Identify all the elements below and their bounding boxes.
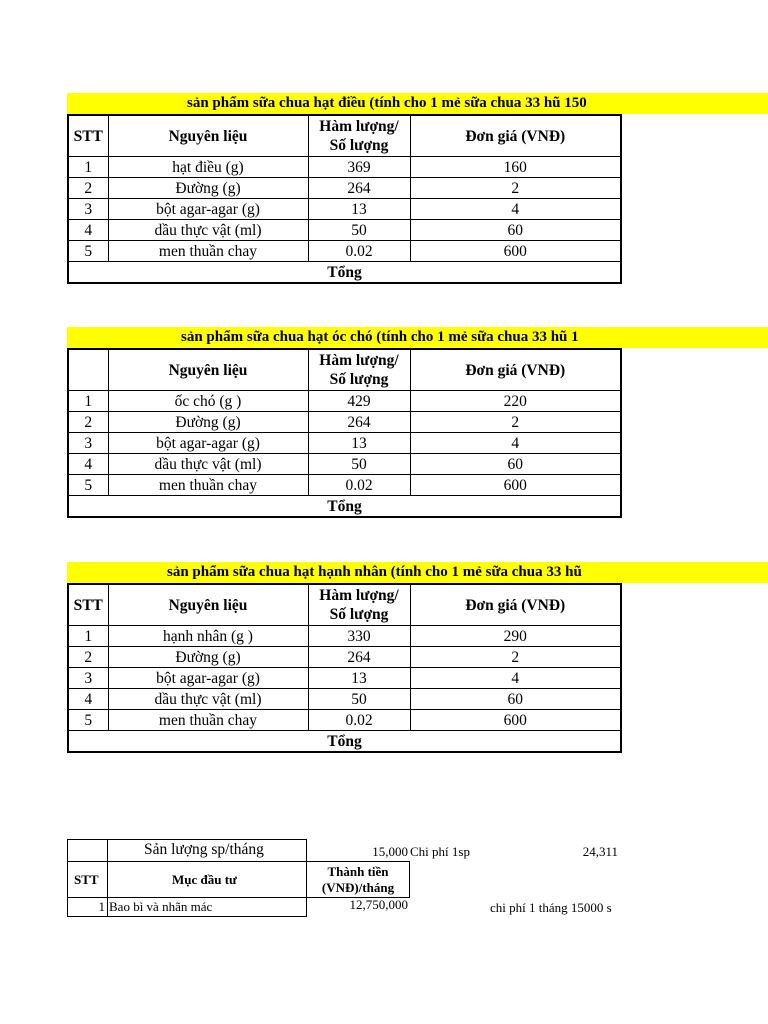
header-quantity-line1: Hàm lượng/	[319, 587, 399, 604]
header-quantity-line2: Số lượng	[329, 137, 389, 154]
header-stt	[68, 349, 108, 391]
cell-ingredient: men thuần chay	[108, 475, 308, 496]
cell-ingredient: dầu thực vật (ml)	[108, 454, 308, 475]
row1-stt: 1	[98, 899, 105, 914]
cell-ingredient: dầu thực vật (ml)	[108, 689, 308, 710]
cell-quantity: 50	[308, 220, 410, 241]
table-total-row	[68, 496, 621, 518]
total-label: Tổng	[68, 262, 621, 284]
header-unit-price: Đơn giá (VNĐ)	[410, 115, 621, 157]
header-stt: STT	[68, 115, 108, 157]
cell-ingredient: Đường (g)	[108, 178, 308, 199]
table-row	[68, 412, 621, 433]
cell-quantity: 0.02	[308, 710, 410, 731]
table-row	[68, 454, 621, 475]
cell-quantity: 330	[308, 626, 410, 647]
cell-stt: 5	[68, 710, 108, 731]
row1-item: Bao bì và nhãn mác	[109, 899, 213, 914]
item-header: Mục đầu tư	[172, 872, 237, 887]
ingredient-table	[67, 348, 622, 518]
cell-unit-price: 600	[410, 475, 621, 496]
cell-unit-price: 2	[410, 178, 621, 199]
stt-header: STT	[74, 872, 99, 887]
stt-header-cell	[67, 861, 108, 898]
table-title-banner	[67, 327, 768, 348]
cell-stt: 5	[68, 241, 108, 262]
cell-quantity: 0.02	[308, 241, 410, 262]
investment-section	[67, 839, 768, 919]
cell-unit-price: 60	[410, 689, 621, 710]
table-row	[68, 475, 621, 496]
table-title-banner	[67, 93, 768, 114]
table-row	[68, 220, 621, 241]
cell-unit-price: 4	[410, 668, 621, 689]
cell-unit-price: 290	[410, 626, 621, 647]
row1-amount: 12,750,000	[349, 897, 408, 912]
header-quantity	[308, 584, 410, 626]
cell-unit-price: 2	[410, 412, 621, 433]
header-quantity-line1: Hàm lượng/	[319, 118, 399, 135]
cell-quantity: 50	[308, 454, 410, 475]
cell-stt: 4	[68, 220, 108, 241]
cell-stt: 5	[68, 475, 108, 496]
table-title: sản phẩm sữa chua hạt hạnh nhân (tính cho 1 mẻ sữa chua 33 hũ	[167, 564, 582, 580]
header-quantity-line2: Số lượng	[329, 371, 389, 388]
output-value: 15,000	[372, 844, 408, 859]
cell-quantity: 369	[308, 157, 410, 178]
cell-ingredient: hạnh nhân (g )	[108, 626, 308, 647]
cell-unit-price: 60	[410, 220, 621, 241]
cell-ingredient: bột agar-agar (g)	[108, 199, 308, 220]
cell-unit-price: 2	[410, 647, 621, 668]
cell-ingredient: ốc chó (g )	[108, 391, 308, 412]
ingredient-table	[67, 583, 622, 753]
table-row	[68, 241, 621, 262]
header-quantity-line1: Hàm lượng/	[319, 352, 399, 369]
cell-ingredient: bột agar-agar (g)	[108, 668, 308, 689]
cell-stt: 4	[68, 689, 108, 710]
header-unit-price: Đơn giá (VNĐ)	[410, 584, 621, 626]
cell-stt: 3	[68, 199, 108, 220]
cell-quantity: 50	[308, 689, 410, 710]
cell-stt: 4	[68, 454, 108, 475]
table-row	[68, 178, 621, 199]
table-row	[68, 626, 621, 647]
total-label: Tổng	[68, 496, 621, 518]
cell-stt: 1	[68, 157, 108, 178]
table-row	[68, 647, 621, 668]
cell-ingredient: Đường (g)	[108, 647, 308, 668]
cell-stt: 1	[68, 626, 108, 647]
cell-quantity: 13	[308, 433, 410, 454]
cell-unit-price: 4	[410, 199, 621, 220]
cell-quantity: 13	[308, 199, 410, 220]
cost-per-unit-label: Chi phí 1sp	[410, 844, 470, 859]
amount-header	[307, 864, 409, 896]
cost-per-unit-value: 24,311	[582, 844, 618, 859]
table-row	[68, 710, 621, 731]
amount-header-line1: Thành tiền	[327, 864, 389, 879]
table-title-banner	[67, 562, 768, 583]
table-header-row	[68, 584, 621, 626]
table-title: sản phẩm sữa chua hạt óc chó (tính cho 1 mẻ sữa chua 33 hũ 1	[181, 329, 579, 345]
cell-ingredient: bột agar-agar (g)	[108, 433, 308, 454]
header-ingredient: Nguyên liệu	[108, 115, 308, 157]
header-stt: STT	[68, 584, 108, 626]
cell-ingredient: hạt điều (g)	[108, 157, 308, 178]
cell-stt: 2	[68, 178, 108, 199]
cell-stt: 3	[68, 668, 108, 689]
header-quantity-line2: Số lượng	[329, 606, 389, 623]
output-label-cell	[107, 839, 307, 862]
output-label: Sản lượng sp/tháng	[144, 841, 264, 858]
cell-ingredient: men thuần chay	[108, 241, 308, 262]
cell-stt: 2	[68, 412, 108, 433]
header-quantity	[308, 115, 410, 157]
cell-ingredient: Đường (g)	[108, 412, 308, 433]
empty-cell	[67, 839, 108, 862]
table-row	[68, 199, 621, 220]
table-row	[68, 668, 621, 689]
cell-unit-price: 600	[410, 241, 621, 262]
cell-quantity: 264	[308, 647, 410, 668]
item-header-cell	[107, 861, 307, 898]
cell-unit-price: 60	[410, 454, 621, 475]
row1-item-cell	[107, 897, 307, 917]
table-row	[68, 157, 621, 178]
ingredient-table	[67, 114, 622, 284]
cell-quantity: 13	[308, 668, 410, 689]
cell-quantity: 0.02	[308, 475, 410, 496]
cell-quantity: 429	[308, 391, 410, 412]
cell-ingredient: dầu thực vật (ml)	[108, 220, 308, 241]
amount-header-line2: (VNĐ)/tháng	[321, 880, 395, 895]
table-total-row	[68, 262, 621, 284]
cell-stt: 1	[68, 391, 108, 412]
monthly-cost-label: chi phí 1 tháng 15000 s	[490, 900, 612, 915]
table-total-row	[68, 731, 621, 753]
cell-quantity: 264	[308, 178, 410, 199]
cell-unit-price: 160	[410, 157, 621, 178]
header-unit-price: Đơn giá (VNĐ)	[410, 349, 621, 391]
table-title: sản phẩm sữa chua hạt điều (tính cho 1 mẻ sữa chua 33 hũ 150	[187, 95, 587, 111]
table-header-row	[68, 349, 621, 391]
cell-unit-price: 220	[410, 391, 621, 412]
table-row	[68, 433, 621, 454]
cell-unit-price: 4	[410, 433, 621, 454]
header-ingredient: Nguyên liệu	[108, 349, 308, 391]
total-label: Tổng	[68, 731, 621, 753]
cell-unit-price: 600	[410, 710, 621, 731]
amount-header-cell	[306, 861, 410, 898]
header-ingredient: Nguyên liệu	[108, 584, 308, 626]
cell-stt: 2	[68, 647, 108, 668]
cell-ingredient: men thuần chay	[108, 710, 308, 731]
cell-stt: 3	[68, 433, 108, 454]
row1-stt-cell	[67, 897, 108, 917]
table-row	[68, 391, 621, 412]
cell-quantity: 264	[308, 412, 410, 433]
table-header-row	[68, 115, 621, 157]
table-row	[68, 689, 621, 710]
header-quantity	[308, 349, 410, 391]
